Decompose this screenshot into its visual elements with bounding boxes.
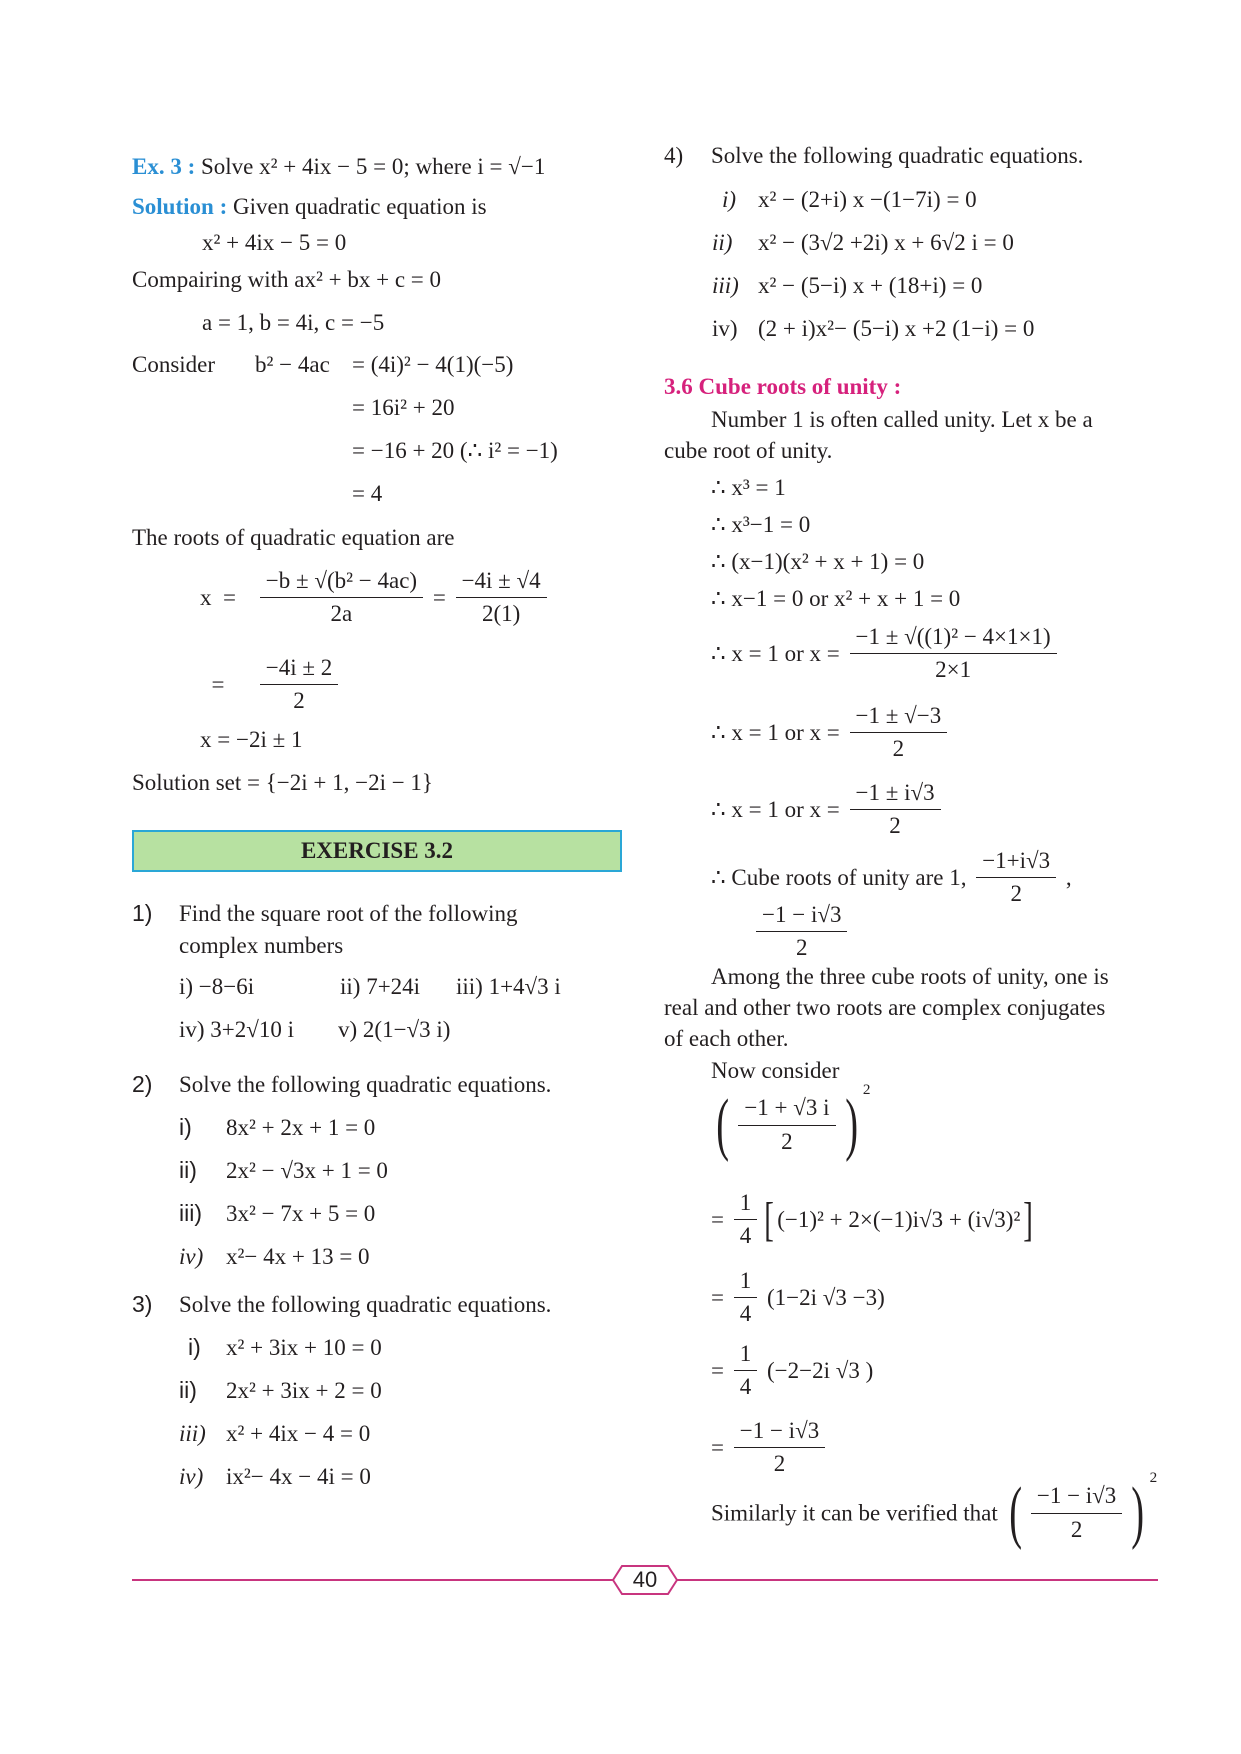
q4-item-label: ii) xyxy=(712,230,733,255)
root-step xyxy=(711,703,951,763)
q4-item-equation: x² − (5−i) x + (18+i) = 0 xyxy=(758,273,983,298)
q4-item-label: iii) xyxy=(712,273,739,298)
solution-label: Solution : xyxy=(132,194,228,219)
q2-item-equation: x²− 4x + 13 = 0 xyxy=(226,1244,370,1269)
q4-item-equation: x² − (3√2 +2i) x + 6√2 i = 0 xyxy=(758,230,1014,255)
root-denominator: 2 xyxy=(889,813,901,839)
q3-item-equation: 2x² + 3ix + 2 = 0 xyxy=(226,1378,382,1403)
q3-item-label: ii) xyxy=(179,1377,197,1403)
quarter-fraction xyxy=(734,1268,758,1328)
q4-item-label: i) xyxy=(722,187,737,212)
substituted-numerator: −4i ± √4 xyxy=(456,568,547,598)
x-result: x = −2i ± 1 xyxy=(200,727,303,752)
root-numerator: −1 ± √((1)² − 4×1×1) xyxy=(850,624,1057,654)
simplified-denominator: 2 xyxy=(293,688,305,714)
q3-text: Solve the following quadratic equations. xyxy=(179,1292,552,1317)
intro-text: Number 1 is often called unity. Let x be a xyxy=(711,407,1093,432)
similarly-line: Similarly it can be verified that ( $\frac{-1 - i√3}{2}$ ) $^2$ xyxy=(711,1469,1158,1552)
or-prefix: ∴ x = 1 or x = xyxy=(711,797,840,823)
q1-part: iv) 3+2√10 i xyxy=(179,1017,295,1042)
discriminant-step: = 16i² + 20 xyxy=(352,395,455,420)
comparing-line: Compairing with ax² + bx + c = 0 xyxy=(132,267,441,292)
formula-fraction xyxy=(260,568,423,628)
q3-item-label: i) xyxy=(188,1334,201,1360)
derivation-step: ∴ x³ = 1 xyxy=(711,475,786,500)
footer-rule-right xyxy=(676,1579,1158,1581)
solution-intro: Given quadratic equation is xyxy=(232,194,487,219)
page-number-badge xyxy=(612,1565,678,1595)
discriminant-lhs: b² − 4ac xyxy=(255,352,330,377)
or-prefix: ∴ x = 1 or x = xyxy=(711,720,840,746)
similarly-denominator: 2 xyxy=(1070,1516,1083,1542)
substituted-fraction xyxy=(456,568,547,628)
q2-item-label: i) xyxy=(179,1114,192,1140)
discriminant-step: = −16 + 20 (∴ i² = −1) xyxy=(352,438,558,463)
simplified-fraction xyxy=(260,655,338,715)
q3-item-equation: x² + 4ix − 4 = 0 xyxy=(226,1421,371,1446)
q2-item-equation: 8x² + 2x + 1 = 0 xyxy=(226,1115,376,1140)
roots-text: The roots of quadratic equation are xyxy=(132,525,455,550)
result-denominator: 2 xyxy=(773,1451,786,1477)
ex3-heading xyxy=(132,153,545,181)
simplified-numerator: −4i ± 2 xyxy=(260,655,338,685)
cube-roots-text: ∴ Cube roots of unity are 1, xyxy=(711,865,967,891)
consider-label: Consider xyxy=(132,352,216,377)
cube-root-denominator: 2 xyxy=(795,935,808,961)
quarter-numerator: 1 xyxy=(734,1341,758,1371)
similarly-text: Similarly it can be verified that xyxy=(711,1500,998,1526)
squared-denominator: 2 xyxy=(781,1128,793,1154)
cube-root-fraction xyxy=(976,848,1056,908)
quarter-fraction xyxy=(734,1190,758,1250)
quarter-numerator: 1 xyxy=(734,1268,758,1298)
discriminant-step: = (4i)² − 4(1)(−5) xyxy=(352,352,514,377)
q3-item-label: iv) xyxy=(179,1464,204,1489)
coefficients: a = 1, b = 4i, c = −5 xyxy=(202,310,385,335)
footer-rule-left xyxy=(132,1579,614,1581)
expansion-line: = $\frac{1}{4}$ [ (−1)² + 2×(−1)i√3 + (i√3)²] xyxy=(711,1190,1034,1249)
derivation-step: ∴ x−1 = 0 or x² + x + 1 = 0 xyxy=(711,586,961,611)
formula-numerator: −b ± √(b² − 4ac) xyxy=(260,568,423,598)
page-number: 40 xyxy=(632,1566,658,1592)
quadratic-formula: x = $\frac{\text{−b ± √(b² − 4ac)}}{2a}$ = $\frac{-4i \pm √4}{2(1)}$ xyxy=(200,568,551,628)
q1-part: i) −8−6i xyxy=(179,974,255,999)
or-prefix: ∴ x = 1 or x = xyxy=(711,641,840,667)
q4-item-label: iv) xyxy=(712,316,738,341)
root-fraction xyxy=(850,624,1057,684)
q3-item-label: iii) xyxy=(179,1421,206,1446)
cube-root-numerator: −1+i√3 xyxy=(976,848,1056,878)
q3-item-equation: x² + 3ix + 10 = 0 xyxy=(226,1335,382,1360)
root-numerator: −1 ± √−3 xyxy=(850,703,948,733)
simplify-body: (1−2i √3 −3) xyxy=(766,1285,885,1311)
q1-number: 1) xyxy=(132,900,153,926)
q4-item-equation: (2 + i)x²− (5−i) x +2 (1−i) = 0 xyxy=(758,316,1035,341)
quarter-denominator: 4 xyxy=(739,1374,752,1400)
cube-roots-line: ∴ Cube roots of unity are 1, $\frac{-1+i√3}{2}$ , xyxy=(711,848,1072,907)
among-text: of each other. xyxy=(664,1026,789,1051)
result-fraction xyxy=(734,1418,825,1478)
result-line: = $\frac{-1 - i√3}{2}$ xyxy=(711,1418,829,1478)
expansion-body: (−1)² + 2×(−1)i√3 + (i√3)² xyxy=(777,1207,1021,1233)
among-text: Among the three cube roots of unity, one is xyxy=(711,964,1109,989)
q1-part: ii) 7+24i xyxy=(340,974,421,999)
substituted-denominator: 2(1) xyxy=(481,601,521,627)
ex3-label: Ex. 3 : xyxy=(132,154,196,179)
squared-numerator: −1 + √3 i xyxy=(738,1095,835,1125)
ex3-problem: Solve x² + 4ix − 5 = 0; where i = √−1 xyxy=(201,154,546,179)
result-numerator: −1 − i√3 xyxy=(734,1418,825,1448)
q4-text: Solve the following quadratic equations. xyxy=(711,143,1084,168)
quarter-denominator: 4 xyxy=(739,1301,752,1327)
similarly-fraction xyxy=(1031,1483,1122,1543)
quarter-denominator: 4 xyxy=(739,1223,752,1249)
solution-set: Solution set = {−2i + 1, −2i − 1} xyxy=(132,770,433,795)
derivation-step: ∴ x³−1 = 0 xyxy=(711,512,811,537)
q1-part: iii) 1+4√3 i xyxy=(456,974,561,999)
solution-line xyxy=(132,193,487,221)
q2-text: Solve the following quadratic equations. xyxy=(179,1072,552,1097)
q2-item-label: iii) xyxy=(179,1200,202,1226)
q2-number: 2) xyxy=(132,1071,153,1097)
exercise-title: EXERCISE 3.2 xyxy=(132,830,622,872)
cube-root-denominator: 2 xyxy=(1010,881,1022,907)
discriminant-step: = 4 xyxy=(352,481,383,506)
simplify-line: = $\frac{1}{4}$ (1−2i √3 −3) xyxy=(711,1268,885,1327)
squared-fraction xyxy=(738,1095,835,1155)
root-denominator: 2×1 xyxy=(935,657,972,683)
cube-root-numerator: −1 − i√3 xyxy=(756,902,847,932)
squared-expression: ( $\frac{-1 + √3 i}{2}$ ) $^2$ xyxy=(716,1081,871,1164)
q1-text: complex numbers xyxy=(179,933,344,958)
root-step xyxy=(711,780,945,840)
among-text: real and other two roots are complex conjugates xyxy=(664,995,1106,1020)
intro-text: cube root of unity. xyxy=(664,438,833,463)
q3-item-equation: ix²− 4x − 4i = 0 xyxy=(226,1464,371,1489)
q1-text: Find the square root of the following xyxy=(179,901,518,926)
cube-root-third xyxy=(752,902,851,962)
q3-number: 3) xyxy=(132,1291,153,1317)
derivation-step: ∴ (x−1)(x² + x + 1) = 0 xyxy=(711,549,925,574)
simplify-line: = $\frac{1}{4}$ (−2−2i √3 ) xyxy=(711,1341,874,1400)
given-equation: x² + 4ix − 5 = 0 xyxy=(202,230,347,255)
root-denominator: 2 xyxy=(892,736,905,762)
quarter-numerator: 1 xyxy=(734,1190,758,1220)
similarly-numerator: −1 − i√3 xyxy=(1031,1483,1122,1513)
root-numerator: −1 ± i√3 xyxy=(850,780,941,810)
simplify-body: (−2−2i √3 ) xyxy=(766,1358,874,1384)
q2-item-equation: 2x² − √3x + 1 = 0 xyxy=(226,1158,388,1183)
q2-item-label: iv) xyxy=(179,1244,204,1269)
simplified-expression: = $\frac{-4i \pm 2}{2}$ xyxy=(200,655,342,715)
root-fraction xyxy=(850,780,941,840)
q4-item-equation: x² − (2+i) x −(1−7i) = 0 xyxy=(758,187,977,212)
q2-item-equation: 3x² − 7x + 5 = 0 xyxy=(226,1201,376,1226)
cube-root-fraction xyxy=(756,902,847,962)
formula-denominator: 2a xyxy=(330,601,353,627)
now-consider: Now consider xyxy=(711,1058,840,1083)
q4-number: 4) xyxy=(664,143,684,168)
section-title: 3.6 Cube roots of unity : xyxy=(664,374,902,399)
root-step xyxy=(711,624,1061,684)
root-fraction xyxy=(850,703,948,763)
q2-item-label: ii) xyxy=(179,1157,197,1183)
quarter-fraction xyxy=(734,1341,758,1401)
q1-part: v) 2(1−√3 i) xyxy=(338,1017,451,1042)
